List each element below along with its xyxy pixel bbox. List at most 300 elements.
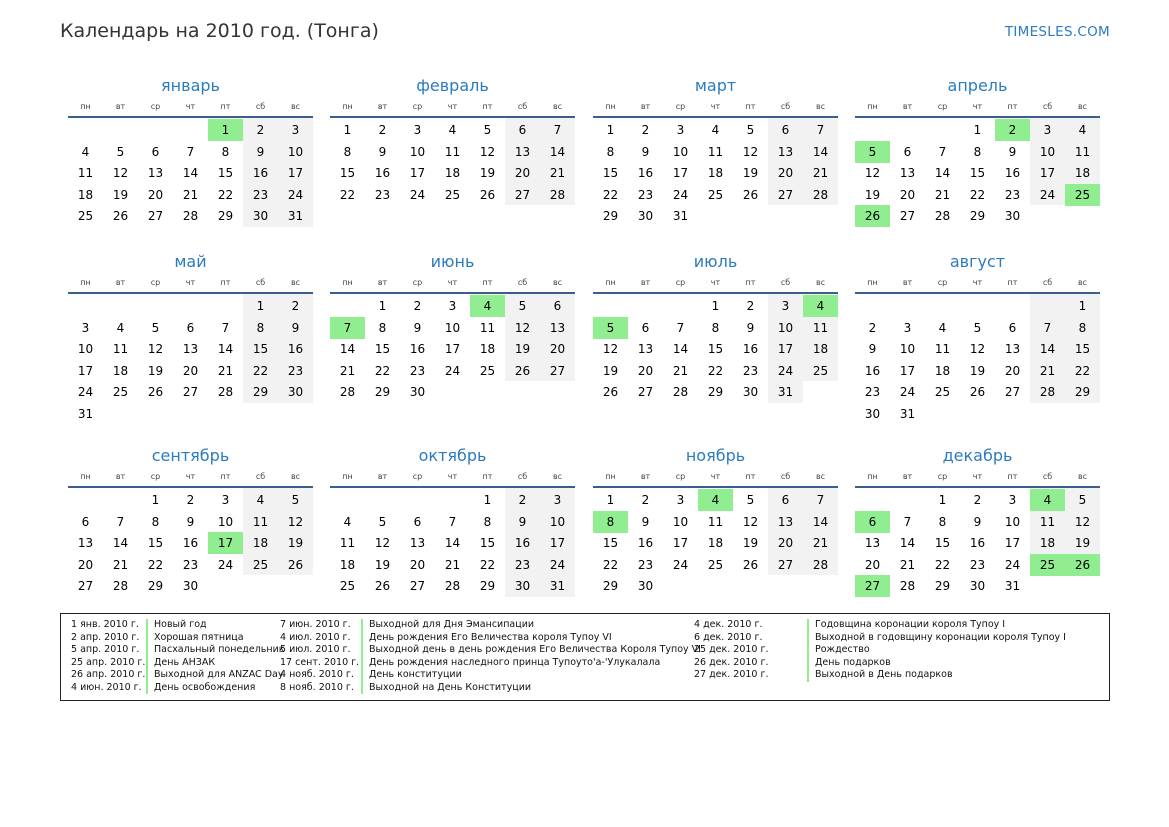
legend-holiday-name: Выходной день в день рождения Его Величества Короля Тупоу VI <box>361 644 701 657</box>
calendar-day: 1 <box>256 299 265 313</box>
calendar-day: 3 <box>448 299 457 313</box>
calendar-day: 6 <box>186 320 195 335</box>
weekday-label: чт <box>185 102 196 111</box>
legend-holiday-name: Выходной для Дня Эмансипации <box>361 619 534 632</box>
calendar-day: 24 <box>217 557 234 572</box>
weekday-label: вт <box>640 102 651 111</box>
calendar-day: 1 <box>606 493 615 507</box>
calendar-day: 11 <box>252 514 269 529</box>
calendar-day: 8 <box>483 514 492 529</box>
calendar-day: 2 <box>868 320 877 335</box>
calendar-day: 28 <box>812 557 829 572</box>
calendar-day: 10 <box>672 144 689 159</box>
weekday-label: пт <box>745 278 756 287</box>
calendar-day: 11 <box>707 514 724 529</box>
calendar-day: 1 <box>711 299 720 313</box>
calendar-day: 13 <box>899 166 916 181</box>
calendar-day: 24 <box>1004 557 1021 572</box>
calendar-day: 28 <box>217 385 234 400</box>
legend-date: 4 нояб. 2010 г. <box>280 669 354 680</box>
weekday-label: сб <box>255 472 266 481</box>
weekday-label: сб <box>1042 472 1053 481</box>
calendar-day: 27 <box>777 187 794 202</box>
calendar-day: 31 <box>777 385 794 400</box>
calendar-day: 25 <box>444 187 461 202</box>
calendar-day: 12 <box>969 342 986 357</box>
calendar-day: 9 <box>291 320 300 335</box>
legend-date: 4 июл. 2010 г. <box>280 631 351 643</box>
calendar-day: 27 <box>637 385 654 400</box>
calendar-day: 17 <box>287 166 304 181</box>
calendar-day: 30 <box>637 579 654 594</box>
calendar-day: 2 <box>641 493 650 507</box>
calendar-day: 22 <box>217 187 234 202</box>
weekday-label: вс <box>552 278 563 287</box>
weekday-label: вт <box>377 102 388 111</box>
calendar-day: 6 <box>903 144 912 159</box>
calendar-day: 28 <box>112 579 129 594</box>
weekday-label: ср <box>937 102 948 111</box>
weekday-label: вт <box>902 102 913 111</box>
calendar-day: 16 <box>374 166 391 181</box>
calendar-day: 15 <box>969 166 986 181</box>
calendar-day: 1 <box>938 493 947 507</box>
legend-holiday-name: Выходной в День подарков <box>807 669 953 682</box>
calendar-day: 24 <box>444 363 461 378</box>
weekday-label: пт <box>220 102 231 111</box>
calendar-day: 15 <box>217 166 234 181</box>
weekday-label: сб <box>255 102 266 111</box>
weekday-label: вт <box>640 472 651 481</box>
calendar-day: 26 <box>147 385 164 400</box>
calendar-day: 2 <box>378 123 387 137</box>
month-name: февраль <box>416 76 489 95</box>
calendar-day: 20 <box>777 166 794 181</box>
calendar-day: 21 <box>549 166 566 181</box>
calendar-day: 3 <box>676 493 685 507</box>
weekday-label: пт <box>745 102 756 111</box>
month-2 <box>330 76 575 246</box>
calendar-day: 6 <box>553 299 562 313</box>
holiday-day: 4 <box>1030 489 1065 511</box>
calendar-day: 28 <box>812 187 829 202</box>
weekday-label: сб <box>1042 102 1053 111</box>
calendar-day: 12 <box>287 514 304 529</box>
month-8 <box>855 252 1100 422</box>
calendar-day: 25 <box>339 579 356 594</box>
calendar-day: 10 <box>409 144 426 159</box>
weekday-label: чт <box>972 102 983 111</box>
calendar-day: 7 <box>448 514 457 529</box>
calendar-day: 25 <box>112 385 129 400</box>
weekday-label: вс <box>290 472 301 481</box>
calendar-day: 29 <box>252 385 269 400</box>
calendar-day: 30 <box>287 385 304 400</box>
calendar-day: 8 <box>151 514 160 529</box>
weekday-label: сб <box>780 472 791 481</box>
weekday-label: пт <box>1007 278 1018 287</box>
calendar-day: 21 <box>899 557 916 572</box>
calendar-day: 19 <box>374 557 391 572</box>
calendar-day: 29 <box>479 579 496 594</box>
calendar-day: 3 <box>81 320 90 335</box>
calendar-day: 5 <box>116 144 125 159</box>
weekday-label: чт <box>185 472 196 481</box>
month-1 <box>68 76 313 246</box>
calendar-day: 24 <box>287 187 304 202</box>
calendar-day: 10 <box>1039 144 1056 159</box>
calendar-day: 10 <box>1004 514 1021 529</box>
calendar-day: 16 <box>182 536 199 551</box>
calendar-day: 4 <box>256 493 265 507</box>
calendar-day: 20 <box>514 166 531 181</box>
calendar-day: 31 <box>672 209 689 224</box>
calendar-day: 8 <box>938 514 947 529</box>
calendar-day: 9 <box>973 514 982 529</box>
calendar-day: 3 <box>553 493 562 507</box>
calendar-day: 22 <box>707 363 724 378</box>
calendar-day: 2 <box>518 493 527 507</box>
weekday-label: сб <box>1042 278 1053 287</box>
calendar-day: 14 <box>899 536 916 551</box>
calendar-day: 23 <box>374 187 391 202</box>
calendar-day: 29 <box>707 385 724 400</box>
calendar-day: 26 <box>479 187 496 202</box>
calendar-day: 6 <box>641 320 650 335</box>
calendar-day: 7 <box>938 144 947 159</box>
calendar-day: 13 <box>637 342 654 357</box>
calendar-day: 17 <box>549 536 566 551</box>
weekday-label: вт <box>115 278 126 287</box>
calendar-day: 20 <box>637 363 654 378</box>
calendar-day: 5 <box>151 320 160 335</box>
calendar-day: 25 <box>707 557 724 572</box>
calendar-day: 3 <box>291 123 300 137</box>
weekday-label: сб <box>517 472 528 481</box>
calendar-day: 28 <box>672 385 689 400</box>
calendar-day: 22 <box>1074 363 1091 378</box>
calendar-day: 27 <box>77 579 94 594</box>
month-name: июнь <box>430 252 475 271</box>
legend-date: 8 нояб. 2010 г. <box>280 681 354 693</box>
legend-holiday-name: День рождения Его Величества короля Тупоу VI <box>361 632 612 645</box>
calendar-day: 26 <box>742 557 759 572</box>
calendar-day: 12 <box>1074 514 1091 529</box>
calendar-day: 11 <box>707 144 724 159</box>
weekday-label: ср <box>937 278 948 287</box>
calendar-day: 9 <box>641 144 650 159</box>
calendar-day: 18 <box>252 536 269 551</box>
legend-holiday-name: День освобождения <box>146 682 255 695</box>
calendar-day: 23 <box>969 557 986 572</box>
calendar-day: 22 <box>479 557 496 572</box>
calendar-day: 3 <box>221 493 230 507</box>
calendar-day: 17 <box>1039 166 1056 181</box>
calendar-day: 7 <box>116 514 125 529</box>
weekday-label: чт <box>447 102 458 111</box>
legend-holiday-name: Пасхальный понедельник <box>146 644 285 657</box>
calendar-day: 25 <box>934 385 951 400</box>
month-4 <box>855 76 1100 246</box>
calendar-day: 24 <box>672 187 689 202</box>
legend-date: 25 дек. 2010 г. <box>694 644 769 655</box>
calendar-day: 27 <box>409 579 426 594</box>
month-name: декабрь <box>942 446 1013 465</box>
month-6 <box>330 252 575 422</box>
holiday-day: 27 <box>855 575 890 597</box>
month-name: июль <box>693 252 738 271</box>
calendar-day: 12 <box>602 342 619 357</box>
holiday-day: 7 <box>330 317 365 339</box>
calendar-day: 19 <box>742 536 759 551</box>
calendar-day: 9 <box>746 320 755 335</box>
holiday-day: 4 <box>698 489 733 511</box>
calendar-day: 12 <box>112 166 129 181</box>
calendar-day: 3 <box>413 123 422 137</box>
calendar-day: 16 <box>252 166 269 181</box>
calendar-day: 22 <box>602 187 619 202</box>
calendar-day: 20 <box>549 342 566 357</box>
weekday-label: чт <box>710 102 721 111</box>
calendar-day: 19 <box>112 187 129 202</box>
calendar-day: 18 <box>934 363 951 378</box>
calendar-day: 28 <box>934 209 951 224</box>
calendar-day: 13 <box>77 536 94 551</box>
calendar-day: 22 <box>147 557 164 572</box>
calendar-day: 24 <box>899 385 916 400</box>
calendar-day: 18 <box>812 342 829 357</box>
holiday-legend <box>60 613 1110 701</box>
calendar-day: 2 <box>973 493 982 507</box>
calendar-day: 29 <box>602 579 619 594</box>
holiday-day: 26 <box>1065 554 1100 576</box>
month-11 <box>593 446 838 616</box>
calendar-day: 6 <box>413 514 422 529</box>
calendar-day: 18 <box>707 166 724 181</box>
month-name: август <box>949 252 1006 271</box>
month-name: октябрь <box>418 446 487 465</box>
calendar-day: 30 <box>514 579 531 594</box>
calendar-day: 29 <box>1074 385 1091 400</box>
calendar-day: 30 <box>742 385 759 400</box>
calendar-day: 17 <box>409 166 426 181</box>
calendar-day: 29 <box>374 385 391 400</box>
calendar-day: 23 <box>182 557 199 572</box>
weekday-label: вс <box>552 102 563 111</box>
legend-date: 5 апр. 2010 г. <box>71 644 140 655</box>
calendar-day: 6 <box>518 123 527 137</box>
calendar-day: 13 <box>409 536 426 551</box>
calendar-day: 24 <box>409 187 426 202</box>
month-12 <box>855 446 1100 616</box>
calendar-day: 21 <box>112 557 129 572</box>
calendar-day: 12 <box>479 144 496 159</box>
calendar-day: 5 <box>1078 493 1087 507</box>
weekday-label: пн <box>342 278 353 287</box>
calendar-day: 12 <box>514 320 531 335</box>
calendar-day: 21 <box>217 363 234 378</box>
holiday-day: 4 <box>470 295 505 317</box>
holiday-day: 1 <box>208 119 243 141</box>
calendar-day: 18 <box>479 342 496 357</box>
calendar-day: 4 <box>448 123 457 137</box>
month-5 <box>68 252 313 422</box>
calendar-day: 2 <box>186 493 195 507</box>
calendar-day: 13 <box>777 144 794 159</box>
weekday-label: ср <box>150 102 161 111</box>
holiday-day: 25 <box>1065 184 1100 206</box>
calendar-day: 13 <box>777 514 794 529</box>
calendar-day: 17 <box>1004 536 1021 551</box>
legend-holiday-name: Выходной для ANZAC Day <box>146 669 283 682</box>
weekday-label: вт <box>115 102 126 111</box>
calendar-day: 30 <box>182 579 199 594</box>
weekday-label: чт <box>447 278 458 287</box>
calendar-day: 15 <box>602 166 619 181</box>
calendar-day: 4 <box>938 320 947 335</box>
legend-holiday-name: День конституции <box>361 669 462 682</box>
calendar-day: 7 <box>816 493 825 507</box>
calendar-day: 20 <box>1004 363 1021 378</box>
weekday-label: пт <box>220 472 231 481</box>
calendar-day: 30 <box>864 407 881 421</box>
weekday-label: пт <box>482 102 493 111</box>
calendar-day: 9 <box>518 514 527 529</box>
calendar-day: 10 <box>217 514 234 529</box>
calendar-day: 3 <box>903 320 912 335</box>
calendar-day: 17 <box>444 342 461 357</box>
calendar-day: 28 <box>182 209 199 224</box>
weekday-label: пн <box>605 102 616 111</box>
weekday-label: сб <box>780 278 791 287</box>
calendar-day: 27 <box>147 209 164 224</box>
calendar-day: 16 <box>287 342 304 357</box>
legend-date: 26 дек. 2010 г. <box>694 656 769 668</box>
calendar-day: 11 <box>479 320 496 335</box>
calendar-day: 1 <box>151 493 160 507</box>
month-10 <box>330 446 575 616</box>
calendar-day: 23 <box>637 187 654 202</box>
calendar-day: 16 <box>969 536 986 551</box>
calendar-day: 15 <box>602 536 619 551</box>
calendar-day: 15 <box>1074 342 1091 357</box>
calendar-day: 28 <box>1039 385 1056 400</box>
weekday-label: пн <box>80 102 91 111</box>
calendar-day: 7 <box>816 123 825 137</box>
calendar-day: 21 <box>1039 363 1056 378</box>
calendar-day: 14 <box>182 166 199 181</box>
calendar-day: 7 <box>221 320 230 335</box>
calendar-day: 26 <box>514 363 531 378</box>
calendar-day: 22 <box>339 187 356 202</box>
calendar-day: 21 <box>812 536 829 551</box>
calendar-day: 11 <box>1074 144 1091 159</box>
calendar-day: 26 <box>969 385 986 400</box>
calendar-day: 9 <box>378 144 387 159</box>
calendar-day: 14 <box>217 342 234 357</box>
weekday-label: чт <box>447 472 458 481</box>
calendar-day: 8 <box>378 320 387 335</box>
calendar-day: 11 <box>934 342 951 357</box>
calendar-day: 7 <box>676 320 685 335</box>
calendar-day: 11 <box>112 342 129 357</box>
calendar-day: 19 <box>514 342 531 357</box>
weekday-label: пн <box>342 102 353 111</box>
weekday-label: пн <box>342 472 353 481</box>
calendar-day: 30 <box>637 209 654 224</box>
calendar-day: 6 <box>781 123 790 137</box>
legend-date: 4 дек. 2010 г. <box>694 619 763 630</box>
calendar-day: 23 <box>864 385 881 400</box>
legend-date: 4 июн. 2010 г. <box>71 681 142 693</box>
holiday-day: 8 <box>593 511 628 533</box>
calendar-day: 20 <box>864 557 881 572</box>
weekday-label: вс <box>1077 278 1088 287</box>
calendar-day: 14 <box>112 536 129 551</box>
calendar-day: 15 <box>479 536 496 551</box>
calendar-day: 26 <box>112 209 129 224</box>
calendar-day: 19 <box>479 166 496 181</box>
calendar-day: 16 <box>637 536 654 551</box>
weekday-label: ср <box>937 472 948 481</box>
weekday-label: пт <box>220 278 231 287</box>
calendar-day: 2 <box>413 299 422 313</box>
weekday-label: сб <box>517 102 528 111</box>
calendar-day: 7 <box>553 123 562 137</box>
calendar-day: 7 <box>186 144 195 159</box>
holiday-day: 26 <box>855 205 890 227</box>
calendar-day: 10 <box>77 342 94 357</box>
calendar-day: 18 <box>444 166 461 181</box>
calendar-day: 12 <box>147 342 164 357</box>
month-9 <box>68 446 313 616</box>
calendar-day: 19 <box>864 187 881 202</box>
legend-holiday-name: Рождество <box>807 644 870 657</box>
weekday-label: вт <box>377 278 388 287</box>
legend-holiday-name: Выходной в годовщину коронации короля Тупоу I <box>807 632 1066 645</box>
calendar-day: 18 <box>707 536 724 551</box>
calendar-day: 27 <box>514 187 531 202</box>
calendar-day: 17 <box>899 363 916 378</box>
calendar-day: 30 <box>1004 209 1021 224</box>
calendar-day: 9 <box>413 320 422 335</box>
calendar-day: 19 <box>287 536 304 551</box>
calendar-day: 3 <box>781 299 790 313</box>
calendar-day: 27 <box>1004 385 1021 400</box>
legend-holiday-name: Хорошая пятница <box>146 632 244 645</box>
weekday-label: пн <box>80 278 91 287</box>
weekday-label: вс <box>1077 472 1088 481</box>
calendar-day: 29 <box>147 579 164 594</box>
calendar-day: 22 <box>252 363 269 378</box>
legend-holiday-name: День подарков <box>807 657 891 670</box>
calendar-day: 9 <box>1008 144 1017 159</box>
calendar-day: 17 <box>777 342 794 357</box>
weekday-label: сб <box>780 102 791 111</box>
site-link[interactable]: TIMESLES.COM <box>1004 24 1110 40</box>
calendar-day: 15 <box>934 536 951 551</box>
legend-date: 25 апр. 2010 г. <box>71 656 146 668</box>
month-name: март <box>694 76 737 95</box>
weekday-label: ср <box>675 102 686 111</box>
calendar-day: 21 <box>812 166 829 181</box>
calendar-day: 13 <box>147 166 164 181</box>
calendar-day: 10 <box>672 514 689 529</box>
calendar-day: 17 <box>77 363 94 378</box>
weekday-label: вт <box>640 278 651 287</box>
legend-date: 7 июн. 2010 г. <box>280 619 351 630</box>
calendar-day: 8 <box>343 144 352 159</box>
